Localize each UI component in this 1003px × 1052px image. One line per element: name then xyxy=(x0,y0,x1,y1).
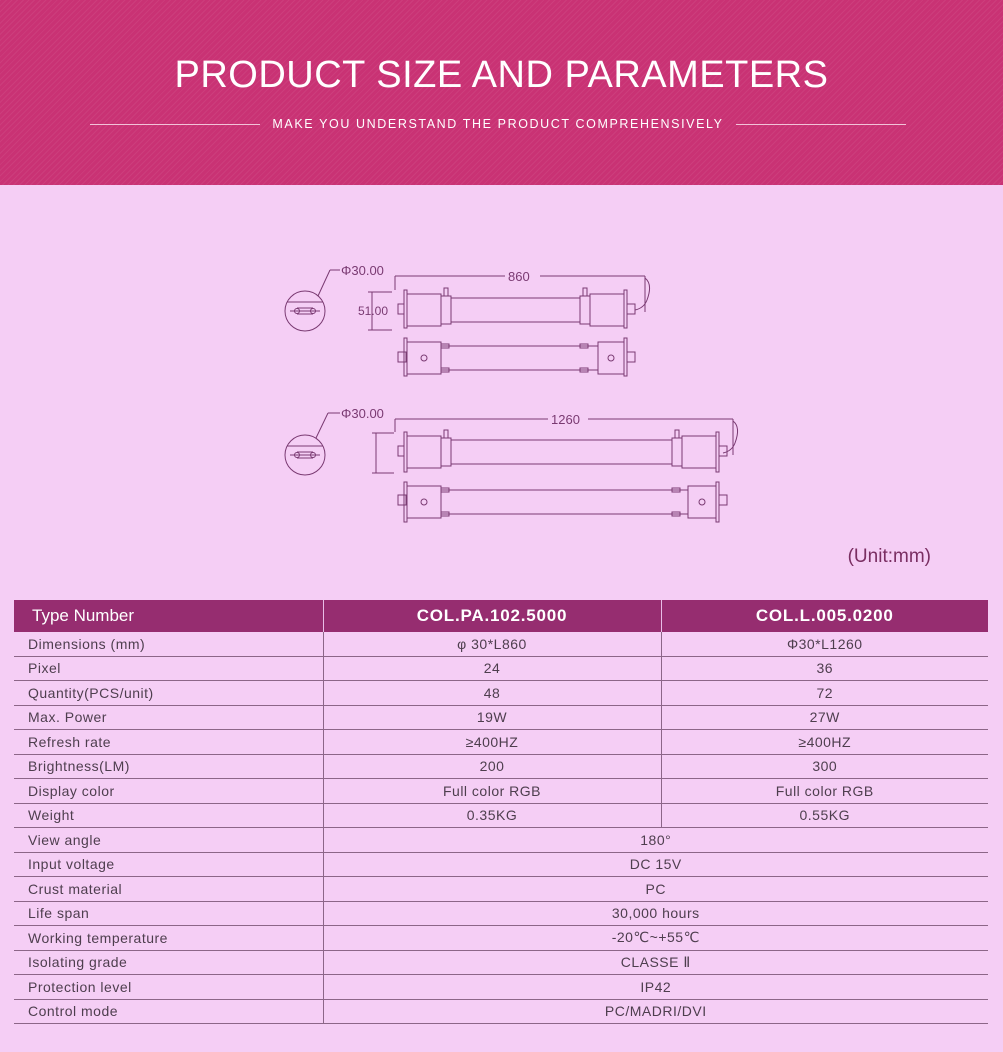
tube-side-view-1260-a xyxy=(398,430,727,472)
table-row xyxy=(14,632,988,656)
row-value-shared: PC xyxy=(323,877,988,902)
page-title: PRODUCT SIZE AND PARAMETERS xyxy=(174,54,829,96)
row-value-shared: IP42 xyxy=(323,975,988,1000)
table-header-row xyxy=(14,600,988,632)
end-view-860 xyxy=(285,270,340,331)
row-value-shared: DC 15V xyxy=(323,852,988,877)
table-row xyxy=(14,754,988,779)
row-value-shared: 180° xyxy=(323,828,988,853)
row-label: Weight xyxy=(14,803,323,828)
row-label: Crust material xyxy=(14,877,323,902)
row-value-shared: -20℃~+55℃ xyxy=(323,926,988,951)
table-row xyxy=(14,803,988,828)
row-label: Display color xyxy=(14,779,323,804)
row-value-shared: CLASSE Ⅱ xyxy=(323,950,988,975)
row-label: View angle xyxy=(14,828,323,853)
row-value-860: 19W xyxy=(323,705,661,730)
table-row xyxy=(14,950,988,975)
parameters-table xyxy=(14,600,988,1024)
row-value-1260: ≥400HZ xyxy=(661,730,988,755)
diameter-label-bottom: Φ30.00 xyxy=(341,406,384,421)
height-label-top: 51.00 xyxy=(358,304,389,318)
row-label: Life span xyxy=(14,901,323,926)
table-row xyxy=(14,877,988,902)
length-label-top: 860 xyxy=(508,269,530,284)
row-label: Refresh rate xyxy=(14,730,323,755)
length-label-bottom: 1260 xyxy=(551,412,580,427)
row-value-1260: 72 xyxy=(661,681,988,706)
row-value-shared: 30,000 hours xyxy=(323,901,988,926)
table-row xyxy=(14,730,988,755)
header-type-number: Type Number xyxy=(14,600,323,632)
table-row xyxy=(14,705,988,730)
table-row xyxy=(14,926,988,951)
row-value-860: 200 xyxy=(323,754,661,779)
table-row xyxy=(14,975,988,1000)
page-subtitle: MAKE YOU UNDERSTAND THE PRODUCT COMPREHENSIVELY xyxy=(272,117,724,131)
table-row xyxy=(14,999,988,1024)
unit-label: (Unit:mm) xyxy=(847,546,931,567)
table-row xyxy=(14,656,988,681)
row-value-860: 24 xyxy=(323,656,661,681)
row-label: Max. Power xyxy=(14,705,323,730)
row-label: Quantity(PCS/unit) xyxy=(14,681,323,706)
row-label: Brightness(LM) xyxy=(14,754,323,779)
row-label: Pixel xyxy=(14,656,323,681)
row-value-1260: 0.55KG xyxy=(661,803,988,828)
row-value-860: 0.35KG xyxy=(323,803,661,828)
table-row xyxy=(14,852,988,877)
row-label: Dimensions (mm) xyxy=(14,632,323,656)
row-label: Isolating grade xyxy=(14,950,323,975)
row-label: Protection level xyxy=(14,975,323,1000)
row-value-860: Full color RGB xyxy=(323,779,661,804)
tube-side-view-860-b xyxy=(398,338,635,376)
table-row xyxy=(14,828,988,853)
tube-side-view-1260-b xyxy=(398,482,727,522)
table-row xyxy=(14,901,988,926)
row-value-860: φ 30*L860 xyxy=(323,632,661,656)
row-value-1260: 27W xyxy=(661,705,988,730)
row-value-1260: 36 xyxy=(661,656,988,681)
header-model-860: COL.PA.102.5000 xyxy=(323,600,661,632)
row-label: Control mode xyxy=(14,999,323,1024)
row-label: Input voltage xyxy=(14,852,323,877)
diameter-label-top: Φ30.00 xyxy=(341,263,384,278)
row-label: Working temperature xyxy=(14,926,323,951)
tube-side-view-860-a xyxy=(398,288,635,328)
end-view-1260 xyxy=(285,413,340,475)
row-value-1260: Φ30*L1260 xyxy=(661,632,988,656)
row-value-shared: PC/MADRI/DVI xyxy=(323,999,988,1024)
row-value-860: ≥400HZ xyxy=(323,730,661,755)
row-value-1260: 300 xyxy=(661,754,988,779)
table-row xyxy=(14,681,988,706)
row-value-860: 48 xyxy=(323,681,661,706)
header-model-1260: COL.L.005.0200 xyxy=(661,600,988,632)
table-row xyxy=(14,779,988,804)
row-value-1260: Full color RGB xyxy=(661,779,988,804)
